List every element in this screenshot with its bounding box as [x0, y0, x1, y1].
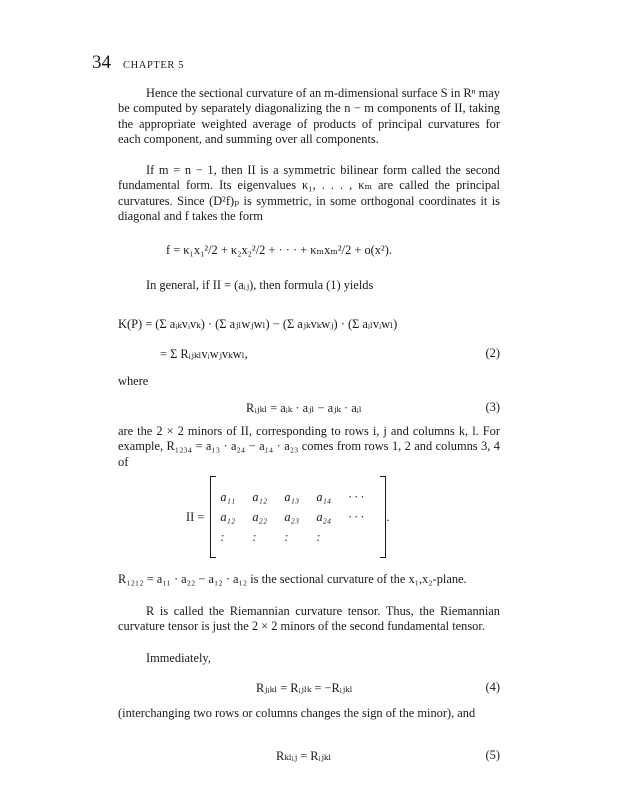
para-R1212: R₁₂₁₂ = a₁₁ · a₂₂ − a₁₂ · a₁₂ is the sectional curvature of the x₁,x₂-plane.: [118, 572, 467, 586]
equation-2-number: (2): [485, 346, 500, 360]
paragraph-7: [118, 651, 500, 666]
equation-f: [118, 238, 500, 266]
page-number: 34: [92, 52, 111, 73]
matrix-cell: a₂₄: [316, 509, 332, 524]
equation-f-text: f = κ₁x₁²/2 + κ₂x₂²/2 + · · · + κₘxₘ²/2 + o(x²).: [166, 243, 392, 257]
matrix-label: II =: [186, 509, 205, 524]
paragraph-6: [118, 604, 500, 635]
equation-K-line1-text: K(P) = (Σ aᵢₖvᵢvₖ) · (Σ aⱼₗwⱼwₗ) − (Σ aⱼₖvₖwⱼ) · (Σ aᵢₗvᵢwₗ): [118, 317, 398, 331]
equation-3: [118, 398, 500, 420]
running-header: [92, 52, 184, 74]
matrix-cell: a₁₂: [252, 489, 268, 504]
matrix-cell: :: [316, 529, 321, 544]
where-line: [118, 374, 500, 389]
equation-5: [118, 746, 500, 768]
matrix-cell: :: [220, 529, 225, 544]
equation-3-number: (3): [485, 400, 500, 414]
equation-4-text: Rⱼᵢₖₗ = Rᵢⱼₗₖ = −Rᵢⱼₖₗ: [256, 681, 353, 695]
para-sectional-curvature: Hence the sectional curvature of an m-dimensional surface S in Rⁿ may be computed by separately diagonalizing the n − m components of II, taking the appropriate weighted average of products of principal curvatures for each component, and summing over all components.: [118, 86, 500, 147]
paragraph-3: [118, 278, 500, 293]
equation-5-number: (5): [485, 748, 500, 762]
matrix-cell: a₂₃: [284, 509, 300, 524]
matrix-II: [186, 476, 389, 558]
para-in-general: In general, if II = (aᵢⱼ), then formula (1) yields: [146, 278, 374, 292]
paragraph-5: [118, 572, 500, 587]
equation-2: [118, 344, 500, 366]
matrix-cell: a₁₄: [316, 489, 332, 504]
matrix-cell: · · ·: [348, 509, 364, 524]
equation-K-line1: [118, 314, 500, 336]
equation-5-text: Rₖₗᵢⱼ = Rᵢⱼₖₗ: [276, 749, 332, 763]
equation-3-text: Rᵢⱼₖₗ = aᵢₖ · aⱼₗ − aⱼₖ · aᵢₗ: [246, 401, 362, 415]
para-immediately: Immediately,: [146, 651, 211, 665]
where-text: where: [118, 374, 149, 388]
paragraph-8: [118, 706, 500, 721]
para-second-fundamental-form: If m = n − 1, then II is a symmetric bilinear form called the second fundamental form. Its eigenvalues κ₁, . . . , κₘ are called the principal curvatures. Since (D²f)ₚ is symmetric, in some orthogonal coordinates it is diagonal and f takes the form: [118, 163, 500, 224]
equation-K-line2-text: = Σ Rᵢⱼₖₗvᵢwⱼvₖwₗ,: [160, 347, 248, 361]
equation-4-number: (4): [485, 680, 500, 694]
matrix-cell: a₁₁: [220, 489, 236, 504]
matrix-cell: :: [252, 529, 257, 544]
matrix-cell: :: [284, 529, 289, 544]
paragraph-1: [118, 86, 500, 148]
para-riemannian-tensor: R is called the Riemannian curvature tensor. Thus, the Riemannian curvature tensor is just the 2 × 2 minors of the second fundamental tensor.: [118, 604, 500, 634]
matrix-cell: · · ·: [348, 489, 364, 504]
matrix-grid: [216, 487, 380, 547]
matrix-cell: a₁₃: [284, 489, 300, 504]
equation-4: [118, 678, 500, 700]
para-interchanging: (interchanging two rows or columns changes the sign of the minor), and: [118, 706, 476, 720]
matrix-cell: a₂₂: [252, 509, 268, 524]
para-minors: are the 2 × 2 minors of II, corresponding to rows i, j and columns k, l. For example, R₁₂₃₄ = a₁₃ · a₂₄ − a₁₄ · a₂₃ comes from rows 1, 2 and columns 3, 4 of: [118, 424, 500, 469]
paragraph-4: [118, 424, 500, 470]
matrix-trailing-period: .: [386, 509, 390, 524]
paragraph-2: [118, 163, 500, 225]
chapter-title: CHAPTER 5: [123, 60, 185, 71]
matrix-cell: a₁₂: [220, 509, 236, 524]
